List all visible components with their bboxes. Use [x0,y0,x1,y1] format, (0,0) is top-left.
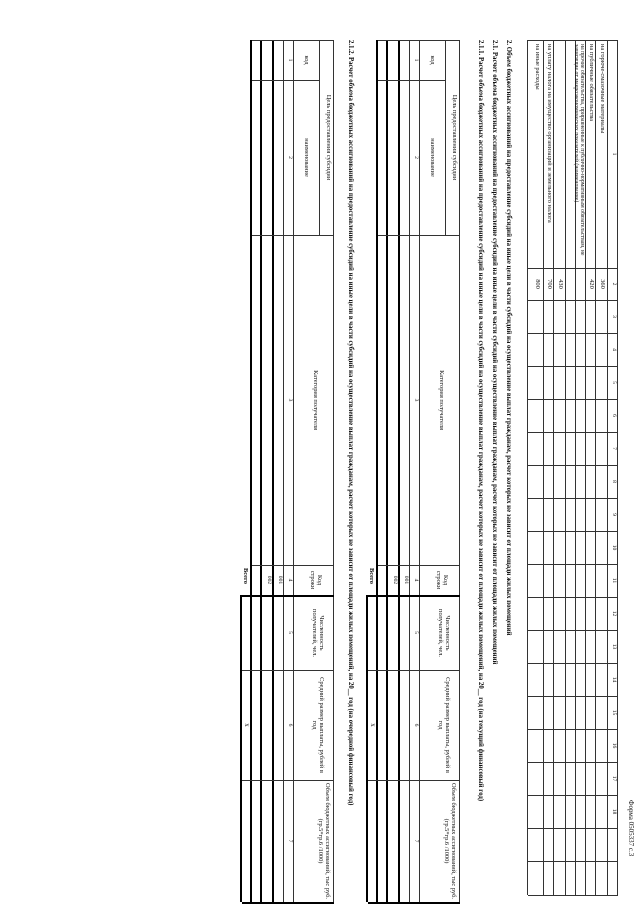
top-row-label: на уплату налога на имущество организаций и земельного налога [546,44,553,223]
x-mark: x [369,723,377,727]
col-num: 7 [413,839,419,843]
header-code: код [303,55,310,65]
top-row-code: 700 [546,279,553,289]
col-num: 18 [611,808,617,815]
col-num: 3 [413,398,419,402]
section-2-1-1-title: 2.1.1. Расчет объема бюджетных ассигнований на предоставление субсидий на иные цели в части субсидий на осуществление выплат гражданам, расчет которых не зависит от площади жилых помещений, на 20__ год (на текущий финансовый год) [477,40,484,802]
header-name: наименование [303,138,310,177]
col-num: 6 [413,723,419,727]
top-row-code: 360 [599,279,606,289]
row-code: 002 [266,575,272,585]
row-code: 001 [277,575,283,585]
col-num: 6 [611,414,617,417]
header-category: Категория получателя [438,370,445,430]
section-2-title: 2. Объем бюджетных ассигнований на предоставление субсидий на иные цели в части субсидий на осуществление выплат гражданам, расчет которых не зависит от площади жилых помещений [505,40,512,636]
header-goal: Цель предоставления субсидии [325,94,332,181]
col-num: 7 [287,839,293,843]
top-row-code: 420 [588,279,595,289]
top-row-label: на иные расходы [534,44,541,90]
top-row-label: на прочие обязательства, приравненные к публично-нормативным обязательствам, не зависящие от макроэкономических показателей (наименование) [572,44,585,256]
section-2-1-2-title: 2.1.2. Расчет объема бюджетных ассигнований на предоставление субсидий на иные цели в части субсидий на осуществление выплат гражданам, расчет которых не зависит от площади жилых помещений, на 20__ год (на очередной финансовый год) [347,40,354,806]
header-volume: Объем бюджетных ассигнований, тыс руб. (гр.5*гр.6 /1000) [317,783,331,899]
col-num: 17 [611,775,617,782]
top-row-code: 800 [534,279,541,289]
col-num: 2 [611,282,617,286]
col-num: 4 [287,578,293,582]
col-num: 5 [287,631,293,634]
header-line-code: Код строки [435,570,449,590]
row-code: 001 [403,575,409,585]
x-mark: x [243,723,251,727]
col-num: 14 [611,676,617,683]
top-row-label: на публичные обязательства [588,44,595,122]
col-num: 16 [611,742,617,749]
col-num: 5 [413,631,419,634]
header-line-code: Код строки [309,570,323,590]
total-label: Всего [368,568,375,584]
header-category: Категория получателя [312,370,319,430]
row-code: 002 [392,575,398,585]
col-num: 15 [611,709,617,716]
header-avg-payment: Средний размер выплаты, рублей в год [311,677,325,773]
col-num: 9 [611,513,617,516]
form-code: Форма 0505337 с.3 [627,800,635,857]
col-num: 1 [413,58,419,62]
col-num: 2 [287,156,293,159]
col-num: 2 [413,156,419,159]
col-num: 5 [611,381,617,384]
header-avg-payment: Средний размер выплаты, рублей в год [437,677,451,773]
total-label: Всего [242,568,249,584]
top-row-code: 430 [557,279,564,289]
col-num: 13 [611,643,617,650]
col-num: 11 [611,577,617,584]
col-num: 6 [287,723,293,727]
col-num: 4 [413,578,419,582]
col-num: 1 [287,58,293,62]
col-num: 8 [611,480,617,483]
header-name: наименование [429,138,436,177]
col-num: 12 [611,610,617,617]
header-volume: Объем бюджетных ассигнований, тыс руб. (гр.5*гр.6 /1000) [443,783,457,899]
col-num: 3 [287,398,293,402]
col-num: 7 [611,447,617,450]
header-goal: Цель предоставления субсидии [451,94,458,181]
top-row-label: на горюче-смазочные материалы [599,44,606,134]
header-code: код [429,55,436,65]
col-num: 4 [611,348,617,351]
section-2-1-title: 2.1. Расчет объема бюджетных ассигнований на предоставление субсидий на иные цели в части субсидий на осуществление выплат гражданам, расчет которых не зависит от площади жилых помещений [491,40,498,665]
header-count: Численность получателей, чел. [311,609,325,657]
col-num: 10 [611,544,617,551]
col-num: 1 [611,152,617,156]
col-num: 3 [611,315,617,318]
header-count: Численность получателей, чел. [437,609,451,657]
